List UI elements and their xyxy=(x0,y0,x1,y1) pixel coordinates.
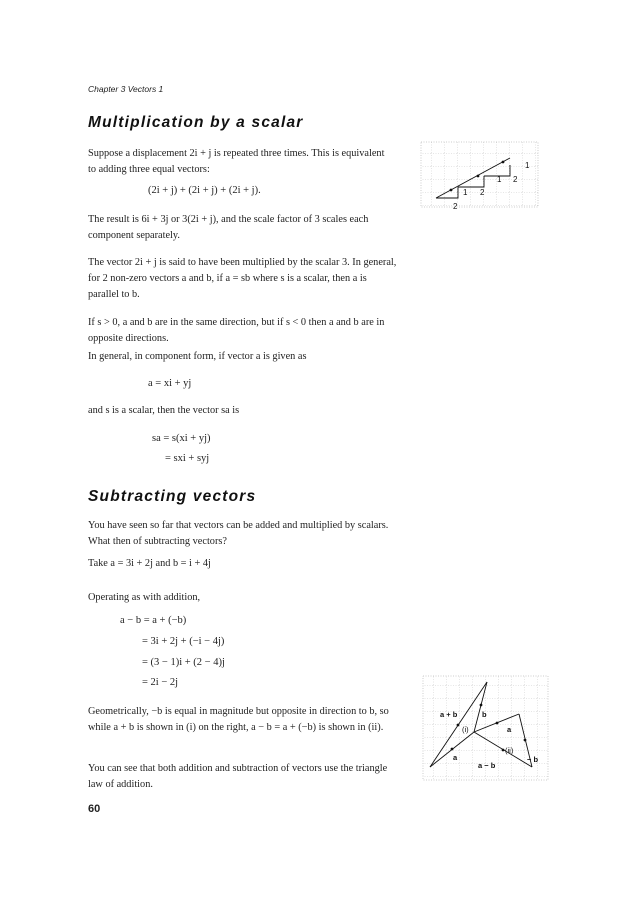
paragraph: The vector 2i + j is said to have been multiplied by the scalar 3. In general, for 2 non-zero vectors a and b, if a = sb where s is a scalar, then a is parallel to b. xyxy=(88,257,397,300)
triangle-label: (ii) xyxy=(505,746,514,755)
paragraph: In general, in component form, if vector a is given as xyxy=(88,351,307,362)
triangle-label: b xyxy=(482,710,487,719)
paragraph: Take a = 3i + 2j and b = i + 4j xyxy=(88,558,211,569)
section-title-subtracting: Subtracting vectors xyxy=(88,488,257,505)
paragraph: and s is a scalar, then the vector sa is xyxy=(88,405,240,416)
paragraph: You can see that both addition and subtraction of vectors use the triangle law of addition. xyxy=(88,763,388,790)
grid-label: 2 xyxy=(480,188,485,197)
equation: = sxi + syj xyxy=(165,453,210,464)
equation: sa = s(xi + yj) xyxy=(152,433,211,444)
paragraph: Suppose a displacement 2i + j is repeated three times. This is equivalent to adding three equal vectors: xyxy=(88,148,385,175)
equation: (2i + j) + (2i + j) + (2i + j). xyxy=(148,185,261,196)
equation: = 3i + 2j + (−i − 4j) xyxy=(142,636,225,647)
grid-label: 1 xyxy=(525,161,530,170)
equation: a − b = a + (−b) xyxy=(120,615,187,626)
equation: = (3 − 1)i + (2 − 4)j xyxy=(142,657,225,668)
triangle-label: − b xyxy=(527,755,539,764)
grid-label: 1 xyxy=(497,175,502,184)
page-number: 60 xyxy=(88,803,101,815)
chapter-header: Chapter 3 Vectors 1 xyxy=(88,84,164,94)
grid-label: 2 xyxy=(513,175,518,184)
equation: = 2i − 2j xyxy=(142,677,179,688)
vector-triangle-figure xyxy=(420,672,552,784)
triangle-label: a xyxy=(507,725,512,734)
paragraph: You have seen so far that vectors can be added and multiplied by scalars. What then of subtracting vectors? xyxy=(88,520,389,547)
triangle-label: a + b xyxy=(440,710,458,719)
triangle-label: a xyxy=(453,753,458,762)
vector-grid-figure xyxy=(418,140,550,216)
paragraph: If s > 0, a and b are in the same direction, but if s < 0 then a and b are in opposite directions. xyxy=(88,317,385,344)
paragraph: Geometrically, −b is equal in magnitude but opposite in direction to b, so while a + b is shown in (i) on the right, a − b = a + (−b) is shown in (ii). xyxy=(88,706,389,733)
paragraph: The result is 6i + 3j or 3(2i + j), and the scale factor of 3 scales each component separately. xyxy=(88,214,369,241)
triangle-label: a − b xyxy=(478,761,496,770)
triangle-label: (i) xyxy=(462,725,469,734)
equation: a = xi + yj xyxy=(148,378,192,389)
grid-label: 1 xyxy=(463,188,468,197)
section-title-scalar: Multiplication by a scalar xyxy=(88,114,304,131)
paragraph: Operating as with addition, xyxy=(88,592,201,603)
grid-label: 2 xyxy=(453,202,458,211)
